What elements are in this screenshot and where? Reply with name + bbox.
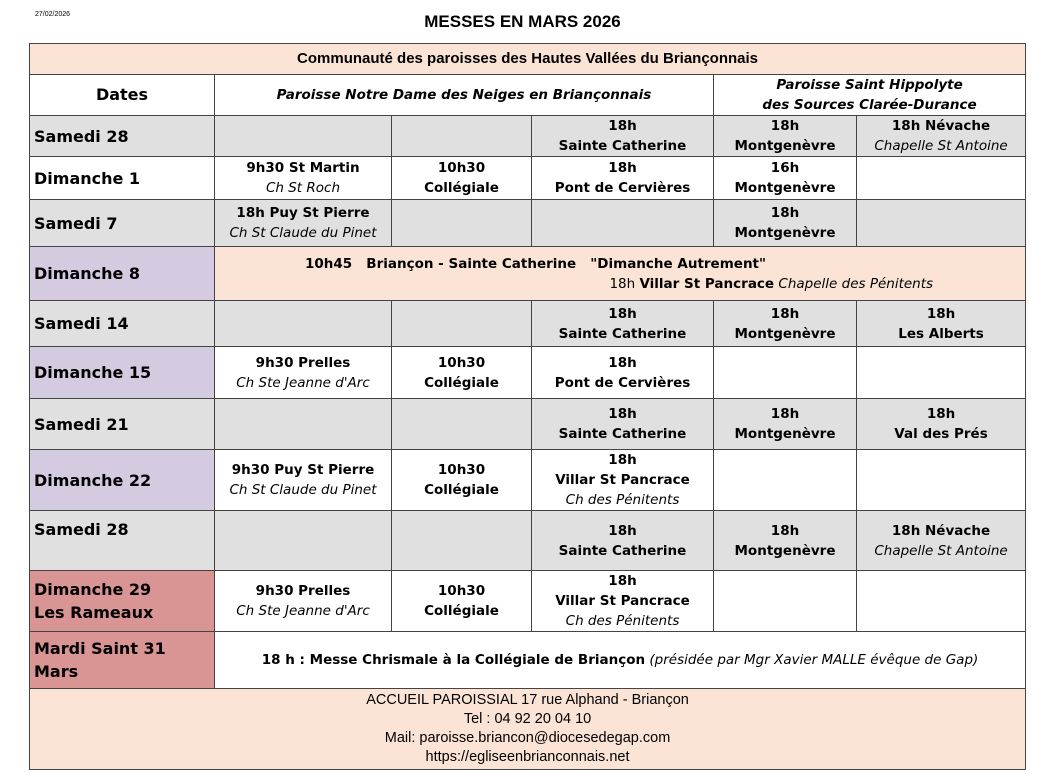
mass-cell: 18h Pont de Cervières [532,157,714,200]
mass-cell: 18h Pont de Cervières [532,347,714,399]
mass-cell [392,511,532,571]
table-row [30,301,1026,347]
mass-cell: 9h30 Prelles Ch Ste Jeanne d'Arc [215,347,392,399]
footer-email: Mail: paroisse.briancon@diocesedegap.com [384,730,671,746]
mass-cell [857,450,1026,511]
mass-cell: 10h30 Collégiale [392,450,532,511]
date-cell: Samedi 28 [30,116,215,157]
mass-cell [215,399,392,450]
table-row [30,632,1026,689]
mass-cell: 18h Sainte Catherine [532,301,714,347]
footer-row [30,689,1026,770]
mass-cell: 10h30 Collégiale [392,571,532,632]
mass-cell [392,301,532,347]
date-cell: Samedi 14 [30,301,215,347]
mass-schedule-table [29,43,1026,770]
mass-cell: 10h30 Collégiale [392,157,532,200]
mass-cell [857,200,1026,247]
date-cell: Samedi 21 [30,399,215,450]
mass-cell: 18h Val des Prés [857,399,1026,450]
community-row [30,44,1026,75]
mass-cell: 9h30 St Martin Ch St Roch [215,157,392,200]
mass-cell: 18h Montgenèvre [714,200,857,247]
parish1-header: Paroisse Notre Dame des Neiges en Briançonnais [215,75,714,116]
mass-cell: 18h Montgenèvre [714,116,857,157]
print-date: 27/02/2026 [35,11,71,18]
table-row [30,450,1026,511]
chrism-mass-cell: 18 h : Messe Chrismale à la Collégiale de Briançon (présidée par Mgr Xavier MALLE évêque de Gap) [215,632,1026,689]
mass-cell: 10h30 Collégiale [392,347,532,399]
community-header: Communauté des paroisses des Hautes Vallées du Briançonnais [30,44,1026,75]
mass-cell [714,347,857,399]
mass-cell [215,511,392,571]
table-row [30,399,1026,450]
footer-address: ACCUEIL PAROISSIAL 17 rue Alphand - Briançon [366,692,689,708]
date-cell: Dimanche 22 [30,450,215,511]
mass-cell: 18h Sainte Catherine [532,116,714,157]
header-row [30,75,1026,116]
parish2-header: Paroisse Saint Hippolyte des Sources Clarée-Durance [714,75,1026,116]
mass-cell: 18h Montgenèvre [714,301,857,347]
footer-website: https://egliseenbrianconnais.net [425,749,630,765]
mass-cell [392,200,532,247]
mass-cell [392,399,532,450]
mass-cell: 18h Sainte Catherine [532,399,714,450]
table-row [30,247,1026,301]
mass-cell: 18h Les Alberts [857,301,1026,347]
mass-cell [532,200,714,247]
mass-cell: 18h Sainte Catherine [532,511,714,571]
date-cell: Mardi Saint 31 Mars [30,632,215,689]
mass-cell [857,157,1026,200]
mass-cell [392,116,532,157]
mass-cell: 9h30 Prelles Ch Ste Jeanne d'Arc [215,571,392,632]
parish-contact [30,689,1026,770]
mass-cell: 9h30 Puy St Pierre Ch St Claude du Pinet [215,450,392,511]
date-cell: Samedi 7 [30,200,215,247]
mass-cell: 18h Névache Chapelle St Antoine [857,116,1026,157]
special-event-cell: 10h45 Briançon - Sainte Catherine "Dimanche Autrement" 18h Villar St Pancrace Chapelle des Pénitents [215,247,1026,301]
mass-cell: 16h Montgenèvre [714,157,857,200]
table-row [30,511,1026,571]
mass-cell [857,347,1026,399]
date-cell: Dimanche 8 [30,247,215,301]
table-row [30,116,1026,157]
mass-cell: 18h Puy St Pierre Ch St Claude du Pinet [215,200,392,247]
table-row [30,200,1026,247]
footer-phone: Tel : 04 92 20 04 10 [463,711,592,727]
mass-cell [714,571,857,632]
mass-cell [857,571,1026,632]
mass-cell [215,116,392,157]
mass-cell [714,450,857,511]
date-cell: Dimanche 15 [30,347,215,399]
mass-cell: 18h Villar St Pancrace Ch des Pénitents [532,571,714,632]
date-cell: Samedi 28 [30,511,215,571]
mass-cell: 18h Villar St Pancrace Ch des Pénitents [532,450,714,511]
date-cell: Dimanche 1 [30,157,215,200]
table-row [30,347,1026,399]
date-cell: Dimanche 29 Les Rameaux [30,571,215,632]
mass-cell: 18h Névache Chapelle St Antoine [857,511,1026,571]
table-row [30,571,1026,632]
page-title: MESSES EN MARS 2026 [424,12,621,31]
mass-cell: 18h Montgenèvre [714,511,857,571]
mass-cell [215,301,392,347]
mass-cell: 18h Montgenèvre [714,399,857,450]
table-row [30,157,1026,200]
dates-header: Dates [30,75,215,116]
